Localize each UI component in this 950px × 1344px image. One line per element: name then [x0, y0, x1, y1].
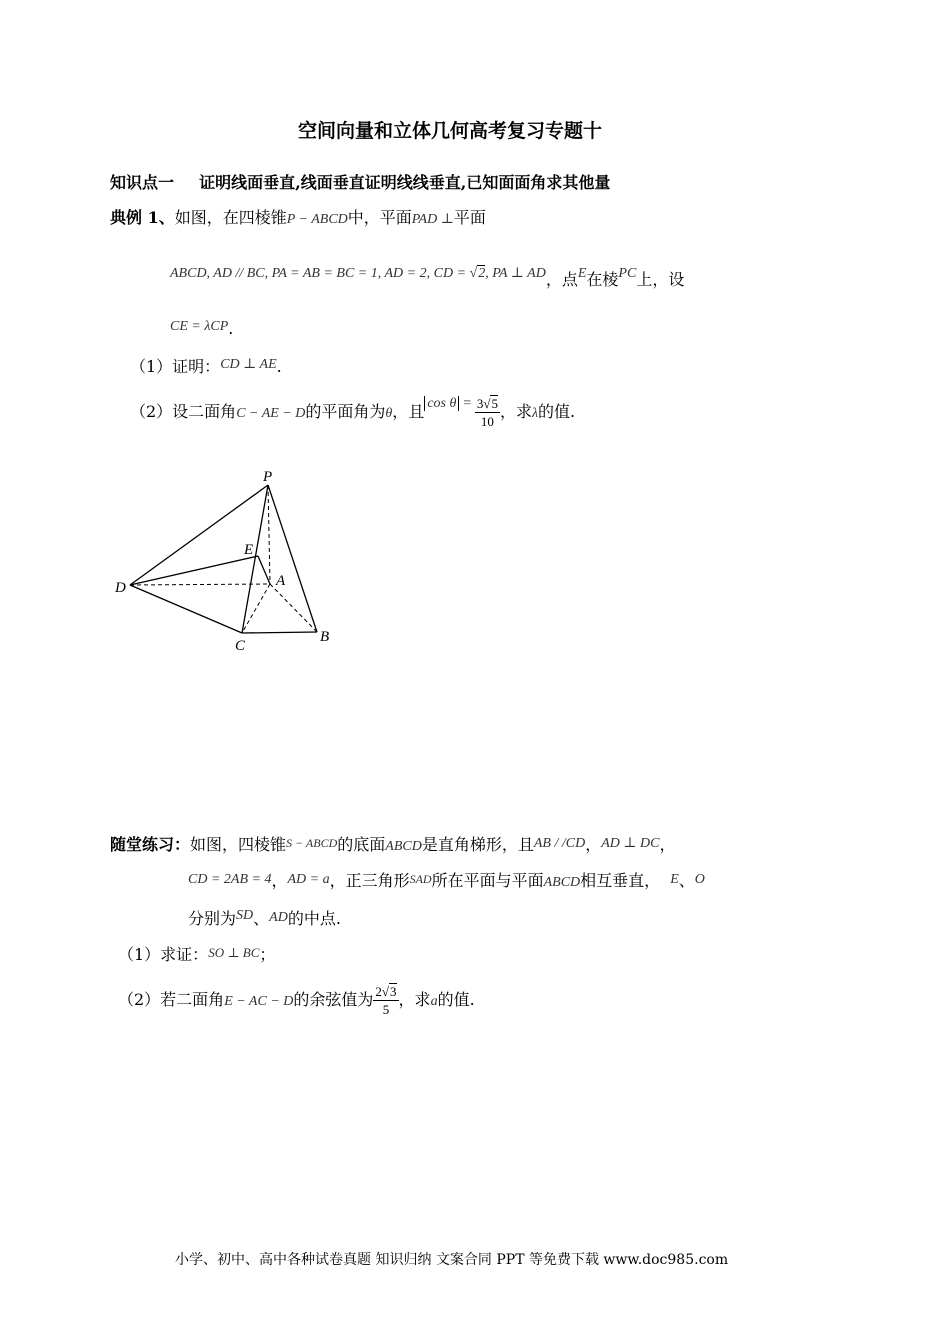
- math-so-bc: SO ⊥ BC: [208, 945, 260, 960]
- text-run: ，求: [499, 402, 532, 421]
- math-ad-dc: AD ⊥ DC: [601, 836, 660, 851]
- example1-q1: [130, 354, 282, 377]
- text-run: 分别为: [188, 909, 237, 928]
- text-run: ，: [585, 835, 602, 854]
- practice-line3: [188, 906, 341, 929]
- fraction-2sqrt3-5: [373, 983, 398, 1018]
- math-pad-perp: PAD ⊥: [411, 212, 454, 227]
- text-run: .: [228, 319, 234, 338]
- math-point-e: E: [577, 266, 587, 281]
- math-cos: cos θ: [424, 396, 459, 411]
- practice-line2: [188, 868, 705, 891]
- text-run: （2）若二面角: [118, 990, 225, 1009]
- text-run: 的值.: [538, 402, 576, 421]
- text-run: 相互垂直，: [580, 871, 661, 890]
- frac-coef: 3: [476, 396, 484, 411]
- math-ce: CE = λCP: [170, 319, 229, 334]
- math-theta: θ: [385, 406, 393, 421]
- example1-line1: [110, 205, 486, 228]
- math-sad: SAD: [409, 872, 432, 886]
- section-topic: 证明线面垂直,线面垂直证明线线垂直,已知面面角求其他量: [199, 173, 611, 192]
- text-run: ，正三角形: [329, 871, 410, 890]
- text-run: 在棱: [586, 270, 619, 289]
- text-run: .: [276, 357, 282, 376]
- frac-coef: 2: [375, 984, 382, 999]
- text-run: 上，设: [636, 270, 685, 289]
- frac-sqrt: √: [381, 984, 390, 999]
- math-conditions: ABCD, AD // BC, PA = AB = BC = 1, AD = 2, CD =: [170, 266, 470, 281]
- text-run: （1）求证：: [118, 945, 209, 964]
- math-ad: AD: [269, 910, 288, 925]
- math-cd-ae: CD ⊥ AE: [220, 357, 277, 372]
- math-abcd: ABCD: [385, 839, 422, 854]
- math-e: E: [670, 872, 679, 887]
- math-sd: SD: [236, 908, 254, 923]
- hidden-edge-pa: [268, 485, 270, 584]
- math-ad-a: AD = a: [287, 872, 330, 887]
- practice-line1: [110, 832, 676, 855]
- edge-cb: [242, 632, 317, 633]
- math-cond-tail: , PA ⊥ AD: [485, 266, 546, 281]
- label-p: P: [263, 469, 273, 485]
- section-label: 知识点一: [110, 173, 175, 192]
- text-run: （1）证明：: [130, 357, 221, 376]
- frac-rad: 3: [390, 984, 397, 999]
- math-angle-eacd: E − AC − D: [224, 994, 294, 1009]
- text-run: ，点: [545, 270, 578, 289]
- hidden-edge-da: [130, 584, 270, 585]
- page-title: 空间向量和立体几何高考复习专题十: [298, 120, 603, 142]
- text-run: 、: [678, 871, 695, 890]
- footer-text: 小学、初中、高中各种试卷真题 知识归纳 文案合同 PPT 等免费下载 www.doc985.com: [175, 1252, 729, 1268]
- segment-ea: [258, 556, 270, 584]
- text-run: 的底面: [337, 835, 386, 854]
- text-run: 中，平面: [347, 208, 412, 227]
- math-edge-pc: PC: [618, 266, 637, 281]
- math-o: O: [694, 872, 705, 887]
- text-run: ，: [659, 835, 676, 854]
- frac-sqrt: √: [483, 396, 491, 411]
- edge-dc: [130, 585, 242, 633]
- frac-den: 10: [480, 414, 494, 429]
- practice-q2: [118, 980, 475, 1022]
- text-run: 、: [253, 909, 270, 928]
- edge-pb: [268, 485, 317, 632]
- text-run: =: [462, 396, 472, 411]
- text-run: ，求: [398, 990, 431, 1009]
- text-run: 的值.: [437, 990, 475, 1009]
- math-pyramid: P − ABCD: [286, 212, 348, 227]
- text-run: 如图，四棱锥: [190, 835, 287, 854]
- frac-den: 5: [382, 1002, 390, 1017]
- example1-line2: [170, 259, 685, 289]
- example1-q2: [130, 392, 575, 434]
- section-heading: [110, 170, 610, 193]
- sqrt-radicand: 2: [478, 266, 486, 281]
- text-run: 的余弦值为: [293, 990, 374, 1009]
- sqrt-sign: √: [469, 266, 478, 281]
- text-run: 平面: [453, 208, 486, 227]
- text-run: 是直角梯形，且: [421, 835, 534, 854]
- practice-q1: [118, 942, 275, 965]
- example1-label: 典例 1、: [110, 208, 175, 227]
- math-abcd2: ABCD: [543, 875, 581, 890]
- frac-rad: 5: [491, 396, 498, 411]
- text-run: 的平面角为: [305, 402, 386, 421]
- math-a: a: [430, 994, 438, 1009]
- math-pyr: S − ABCD: [286, 836, 338, 850]
- label-d: D: [115, 580, 126, 596]
- text-run: 的中点.: [287, 909, 341, 928]
- fraction-3sqrt5-10: [475, 395, 500, 430]
- text-run: ，: [271, 871, 288, 890]
- text-run: 如图，在四棱锥: [174, 208, 287, 227]
- math-ab-cd: AB / /CD: [533, 836, 586, 851]
- practice-label: 随堂练习：: [110, 835, 191, 854]
- example1-line3: [170, 315, 234, 338]
- math-cd-2ab: CD = 2AB = 4: [188, 872, 272, 887]
- label-a: A: [276, 573, 286, 589]
- label-e: E: [244, 542, 254, 558]
- text-run: （2）设二面角: [130, 402, 237, 421]
- text-run: ，且: [392, 402, 425, 421]
- label-b: B: [320, 629, 330, 645]
- hidden-edge-ab: [270, 584, 317, 632]
- math-angle: C − AE − D: [236, 406, 306, 421]
- math-lambda: λ: [531, 406, 539, 421]
- pyramid-figure: [105, 465, 345, 655]
- label-c: C: [235, 638, 246, 654]
- text-run: ；: [259, 945, 276, 964]
- text-run: 所在平面与平面: [431, 871, 544, 890]
